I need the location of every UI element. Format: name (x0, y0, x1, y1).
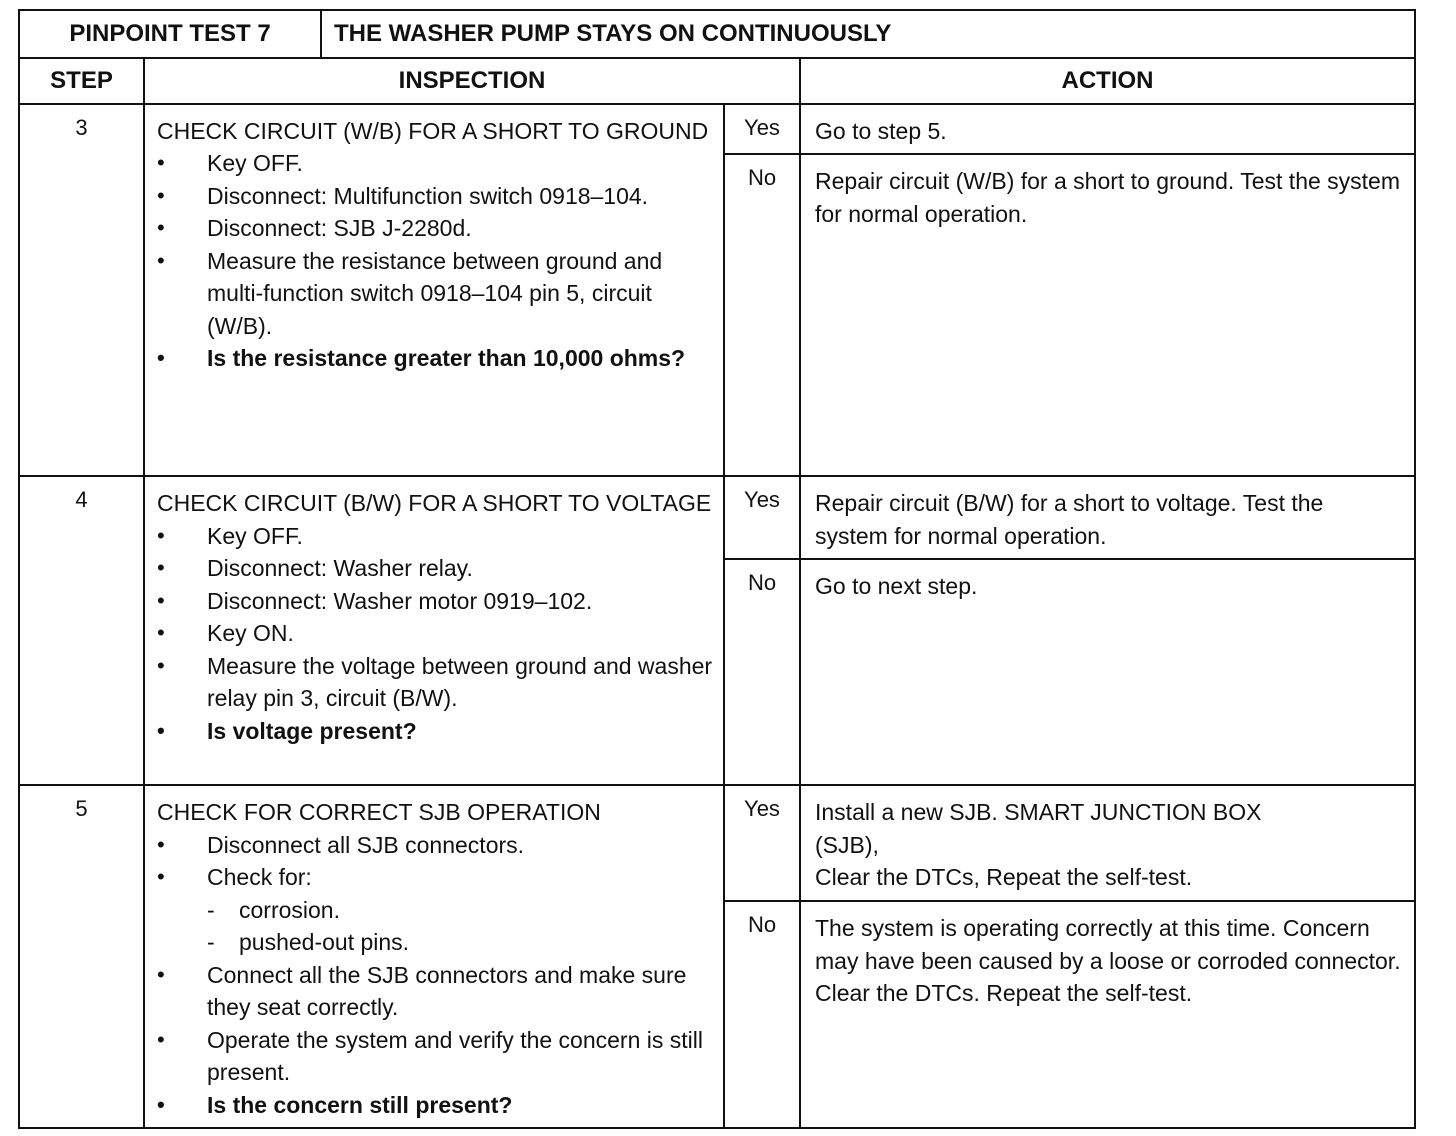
pinpoint-table (18, 57, 1416, 1130)
list-item: • Check for: (157, 861, 713, 894)
list-item: • Disconnect: Washer relay. (157, 552, 713, 585)
inspection-list (157, 829, 713, 1122)
test-label: PINPOINT TEST 7 (19, 10, 321, 58)
pinpoint-test-document (18, 9, 1416, 1129)
list-item-question: • Is the resistance greater than 10,000 ohms? (157, 342, 713, 375)
sub-list-item: - pushed-out pins. (157, 926, 713, 959)
list-item: • Disconnect: Washer motor 0919–102. (157, 585, 713, 618)
step-number: 4 (19, 476, 144, 785)
column-header-action: ACTION (800, 58, 1415, 104)
no-action: Repair circuit (W/B) for a short to ground. Test the system for normal operation. (800, 154, 1415, 476)
inspection-heading: CHECK CIRCUIT (B/W) FOR A SHORT TO VOLTAGE (157, 490, 712, 516)
list-item-question: • Is voltage present? (157, 715, 713, 748)
step-row (19, 785, 1415, 901)
column-header-inspection: INSPECTION (144, 58, 800, 104)
no-action: The system is operating correctly at this time. Concern may have been caused by a loose or corroded connector. Clear the DTCs. Repeat the self-test. (800, 901, 1415, 1128)
list-item: • Connect all the SJB connectors and make sure they seat correctly. (157, 959, 713, 1024)
yes-action: Repair circuit (B/W) for a short to voltage. Test the system for normal operation. (800, 476, 1415, 559)
yes-action: Go to step 5. (800, 104, 1415, 155)
step-row (19, 476, 1415, 559)
yes-label: Yes (724, 476, 800, 559)
inspection-cell (144, 476, 724, 785)
yes-label: Yes (724, 104, 800, 155)
header-table (18, 9, 1416, 59)
inspection-cell (144, 104, 724, 477)
list-item: • Measure the resistance between ground and multi-function switch 0918–104 pin 5, circuit (W/B). (157, 245, 713, 343)
no-label: No (724, 901, 800, 1128)
inspection-list (157, 147, 713, 375)
list-item: • Operate the system and verify the concern is still present. (157, 1024, 713, 1089)
list-item: • Disconnect: Multifunction switch 0918–104. (157, 180, 713, 213)
inspection-list (157, 520, 713, 748)
list-item: • Key OFF. (157, 147, 713, 180)
list-item: • Disconnect all SJB connectors. (157, 829, 713, 862)
no-label: No (724, 154, 800, 476)
list-item: • Disconnect: SJB J-2280d. (157, 212, 713, 245)
inspection-heading: CHECK CIRCUIT (W/B) FOR A SHORT TO GROUND (157, 117, 709, 144)
list-item: • Key ON. (157, 617, 713, 650)
list-item: • Key OFF. (157, 520, 713, 553)
step-number: 3 (19, 104, 144, 477)
no-action: Go to next step. (800, 559, 1415, 785)
column-header-step: STEP (19, 58, 144, 104)
inspection-cell (144, 785, 724, 1128)
no-label: No (724, 559, 800, 785)
yes-action-line: Install a new SJB. SMART JUNCTION BOX (SJB), (815, 799, 1262, 858)
sub-list-item: - corrosion. (157, 894, 713, 927)
step-number: 5 (19, 785, 144, 1128)
inspection-heading: CHECK FOR CORRECT SJB OPERATION (157, 799, 601, 825)
step-row (19, 104, 1415, 155)
yes-action (800, 785, 1415, 901)
yes-label: Yes (724, 785, 800, 901)
yes-action-line: Clear the DTCs, Repeat the self-test. (815, 864, 1193, 890)
test-title: THE WASHER PUMP STAYS ON CONTINUOUSLY (321, 10, 1415, 58)
list-item-question: • Is the concern still present? (157, 1089, 713, 1122)
list-item: • Measure the voltage between ground and washer relay pin 3, circuit (B/W). (157, 650, 713, 715)
